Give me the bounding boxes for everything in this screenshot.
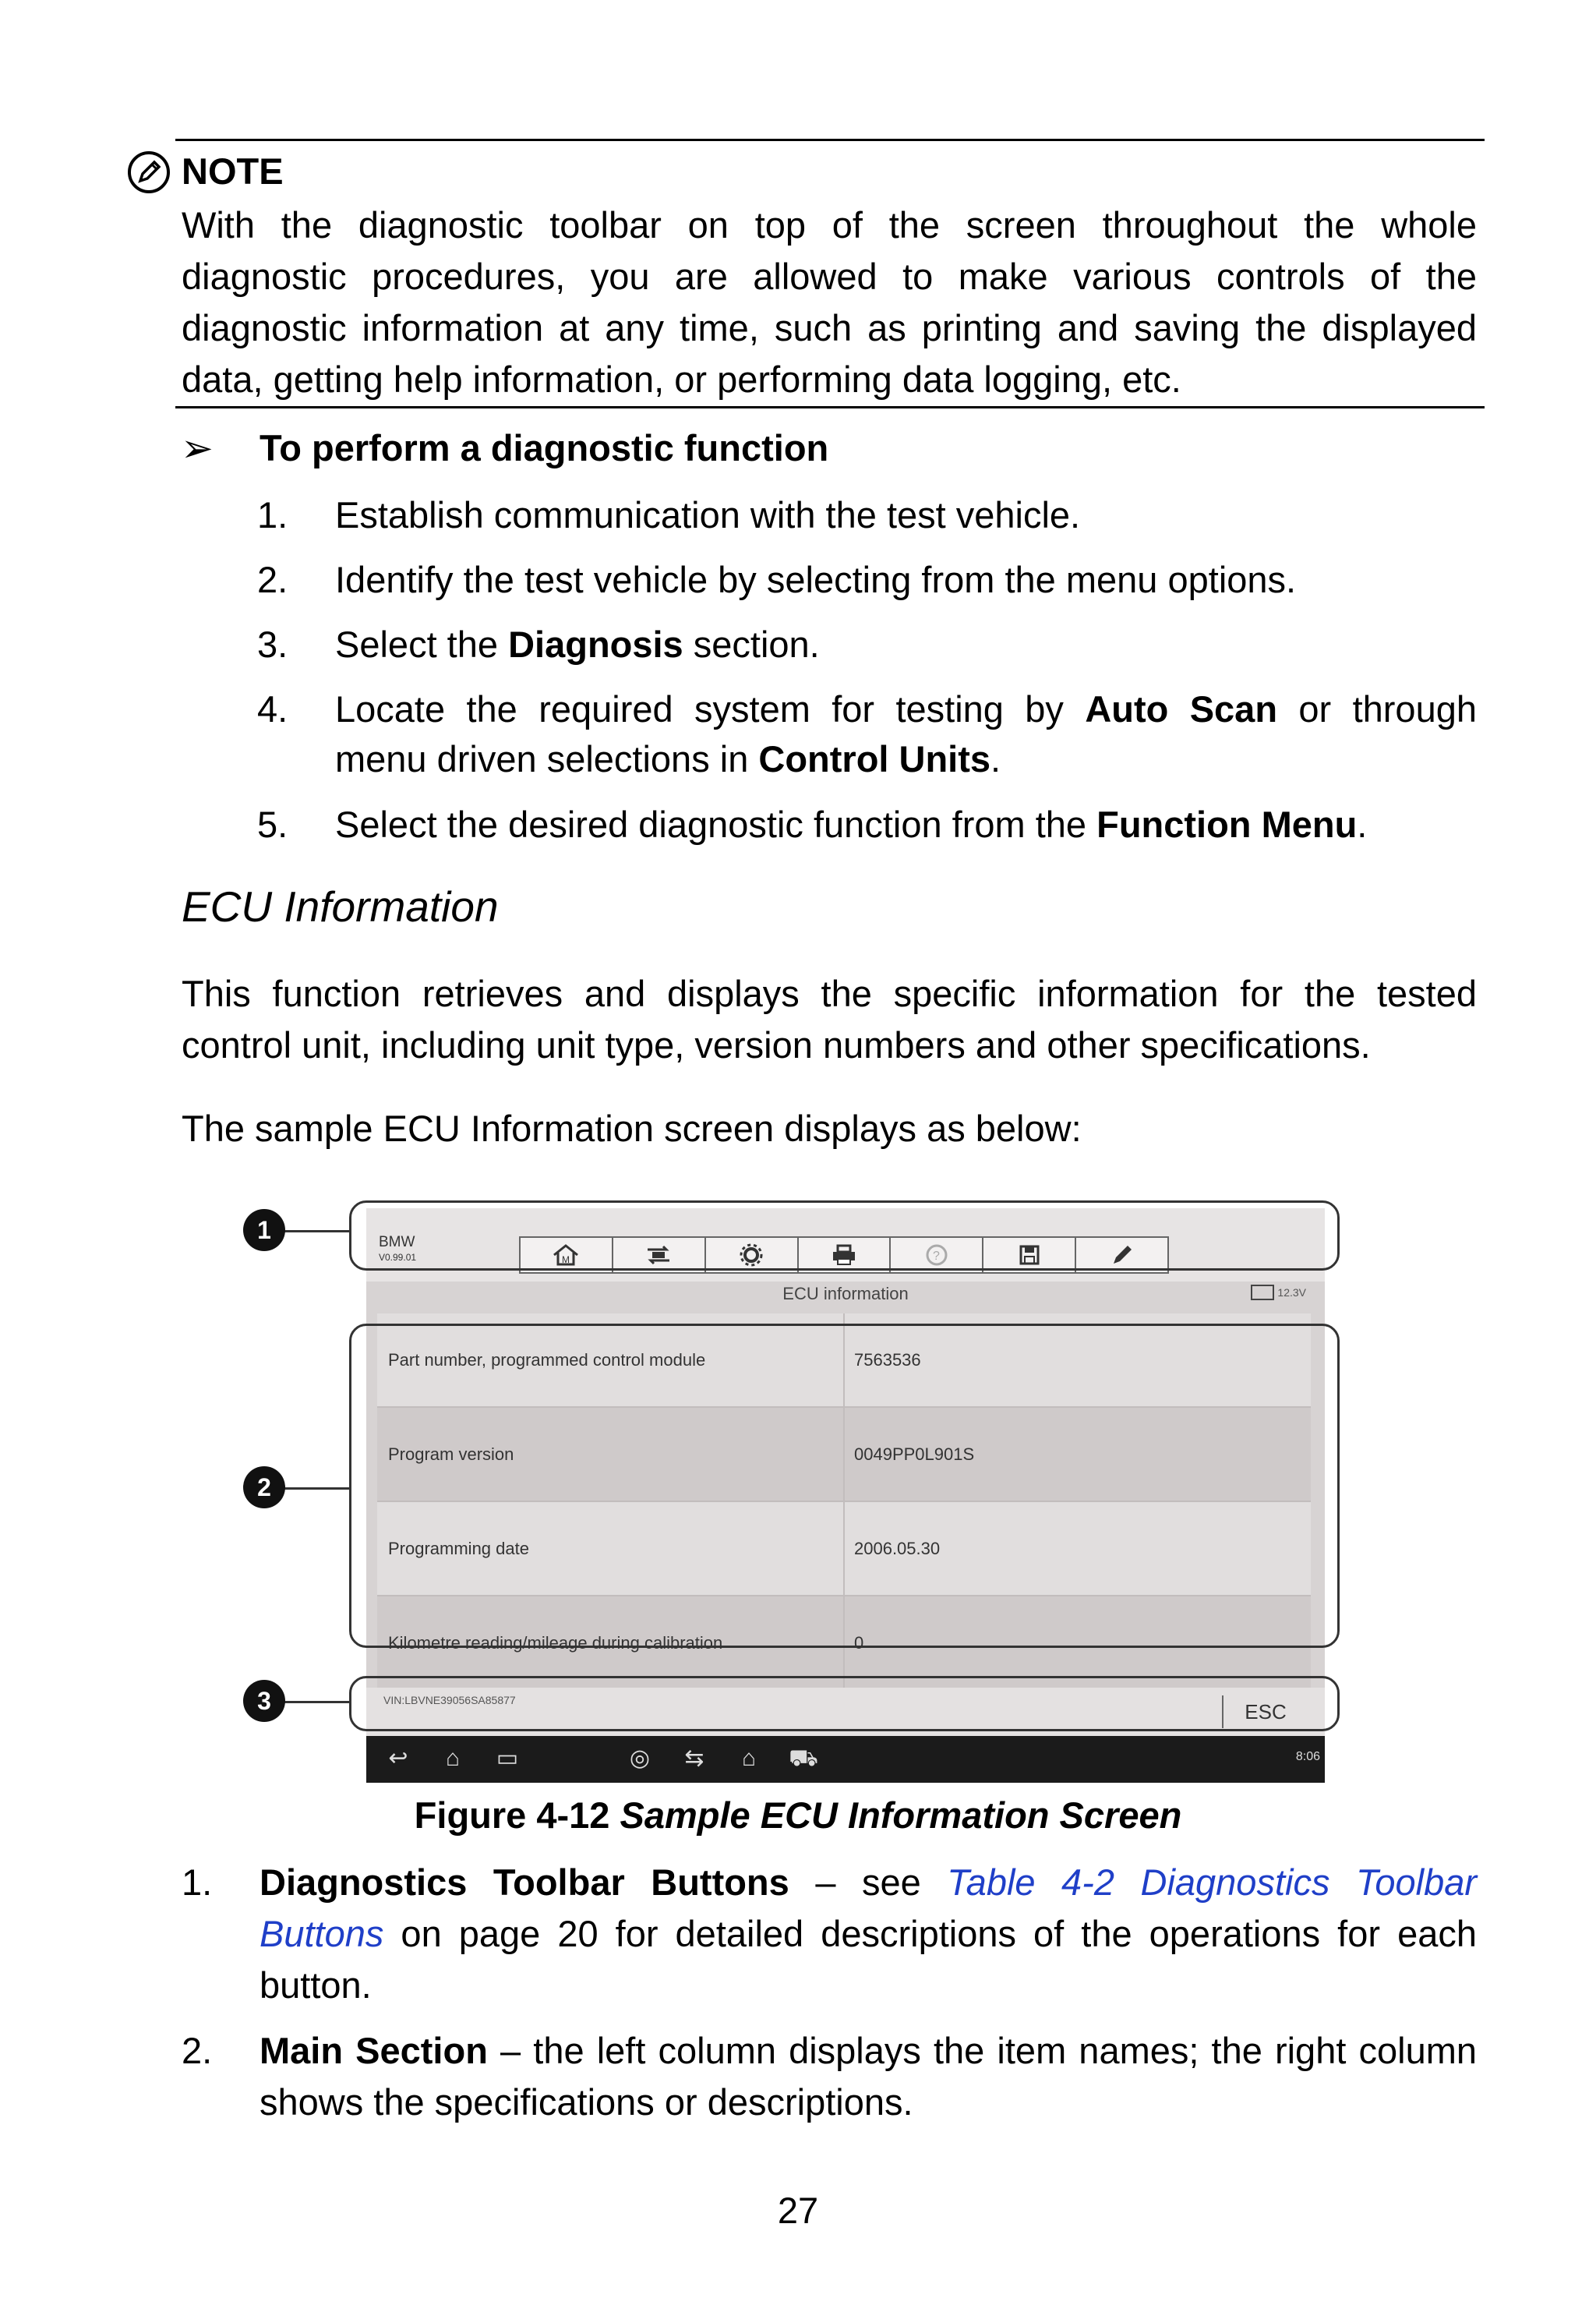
car-icon[interactable]: ⛟ [789, 1745, 818, 1771]
item-number: 2. [182, 2030, 213, 2071]
callout-3: 3 [243, 1680, 285, 1722]
step-number: 2. [257, 559, 288, 600]
step-text: Select the Diagnosis section. [335, 624, 820, 665]
note-line: With the diagnostic toolbar on top of the screen throughout the whole [182, 204, 1477, 246]
item-name: Program version [388, 1444, 514, 1464]
android-nav-bar [366, 1736, 1325, 1783]
step-text: Locate the required system for testing by Auto Scan or through menu driven selections in Control Units. [335, 688, 1477, 780]
battery-voltage: 12.3V [1251, 1285, 1306, 1300]
step-number: 4. [257, 688, 288, 730]
recent-apps-icon[interactable]: ▭ [496, 1745, 519, 1771]
item-name: Kilometre reading/mileage during calibration [388, 1633, 723, 1653]
note-line: data, getting help information, or performing data logging, etc. [182, 359, 1181, 400]
item-value: 7563536 [854, 1350, 921, 1370]
step-text: Select the desired diagnostic function from the Function Menu. [335, 804, 1368, 845]
home-icon[interactable]: ⌂ [445, 1745, 461, 1771]
arrow-bullet-icon: ➢ [181, 426, 214, 470]
section-heading: ECU Information [182, 882, 499, 931]
software-version: V0.99.01 [379, 1252, 417, 1263]
note-title: NOTE [182, 150, 284, 192]
note-body [182, 200, 1477, 405]
note-bottom-rule [175, 406, 1485, 408]
item-value: 0 [854, 1633, 864, 1653]
ecu-screen-figure [234, 1193, 1372, 1785]
browser-icon[interactable]: ◎ [629, 1745, 651, 1771]
step-number: 3. [257, 624, 288, 665]
section-paragraph: The sample ECU Information screen displays as below: [182, 1108, 1082, 1149]
section-paragraph: This function retrieves and displays the specific information for the tested control unit, including unit type, version numbers and other specifications. [182, 973, 1477, 1066]
esc-button[interactable]: ESC [1222, 1695, 1308, 1728]
item-name: Programming date [388, 1539, 529, 1558]
procedure-title: To perform a diagnostic function [260, 427, 829, 468]
figure-caption: Figure 4-12 Sample ECU Information Screen [414, 1794, 1182, 1836]
callout-1: 1 [243, 1209, 285, 1251]
item-text: Main Section – the left column displays the item names; the right column shows the specifications or descriptions. [260, 2030, 1478, 2123]
svg-text:M: M [562, 1254, 570, 1265]
battery-icon [1251, 1285, 1274, 1300]
step-text: Establish communication with the test vehicle. [335, 494, 1081, 536]
item-name: Part number, programmed control module [388, 1350, 706, 1370]
callout-2: 2 [243, 1466, 285, 1508]
pencil-note-icon [127, 150, 171, 194]
note-line: diagnostic information at any time, such as printing and saving the displayed [182, 307, 1477, 348]
step-number: 5. [257, 804, 288, 845]
clock: 8:06 [1295, 1750, 1320, 1763]
vci-icon[interactable]: ⇆ [684, 1745, 704, 1771]
vehicle-brand: BMW [379, 1234, 415, 1250]
screen-title: ECU information [782, 1284, 909, 1303]
item-value: 0049PP0L901S [854, 1444, 975, 1464]
item-number: 1. [182, 1861, 213, 1903]
back-icon[interactable]: ↩ [388, 1745, 408, 1771]
table-link[interactable]: Table 4-2 Diagnostics Toolbar [947, 1861, 1478, 1903]
vin-label: VIN:LBVNE39056SA85877 [383, 1694, 516, 1706]
table-link[interactable]: Buttons [260, 1913, 384, 1954]
svg-text:?: ? [932, 1250, 940, 1263]
callout-box-main [349, 1324, 1340, 1648]
callout-box-toolbar [349, 1200, 1340, 1271]
step-number: 1. [257, 494, 288, 536]
note-line: diagnostic procedures, you are allowed to make various controls of the [182, 256, 1477, 297]
page-number: 27 [777, 2190, 819, 2231]
item-value: 2006.05.30 [854, 1539, 941, 1558]
item-text: Diagnostics Toolbar Buttons – see Table 4-2 Diagnostics Toolbar Buttons on page 20 for detailed descriptions of the operations for each button. [260, 1861, 1478, 2006]
note-top-rule [175, 139, 1485, 141]
callout-box-functional [349, 1676, 1340, 1731]
maxisys-icon[interactable]: ⌂ [741, 1745, 757, 1771]
step-text: Identify the test vehicle by selecting from the menu options. [335, 559, 1297, 600]
